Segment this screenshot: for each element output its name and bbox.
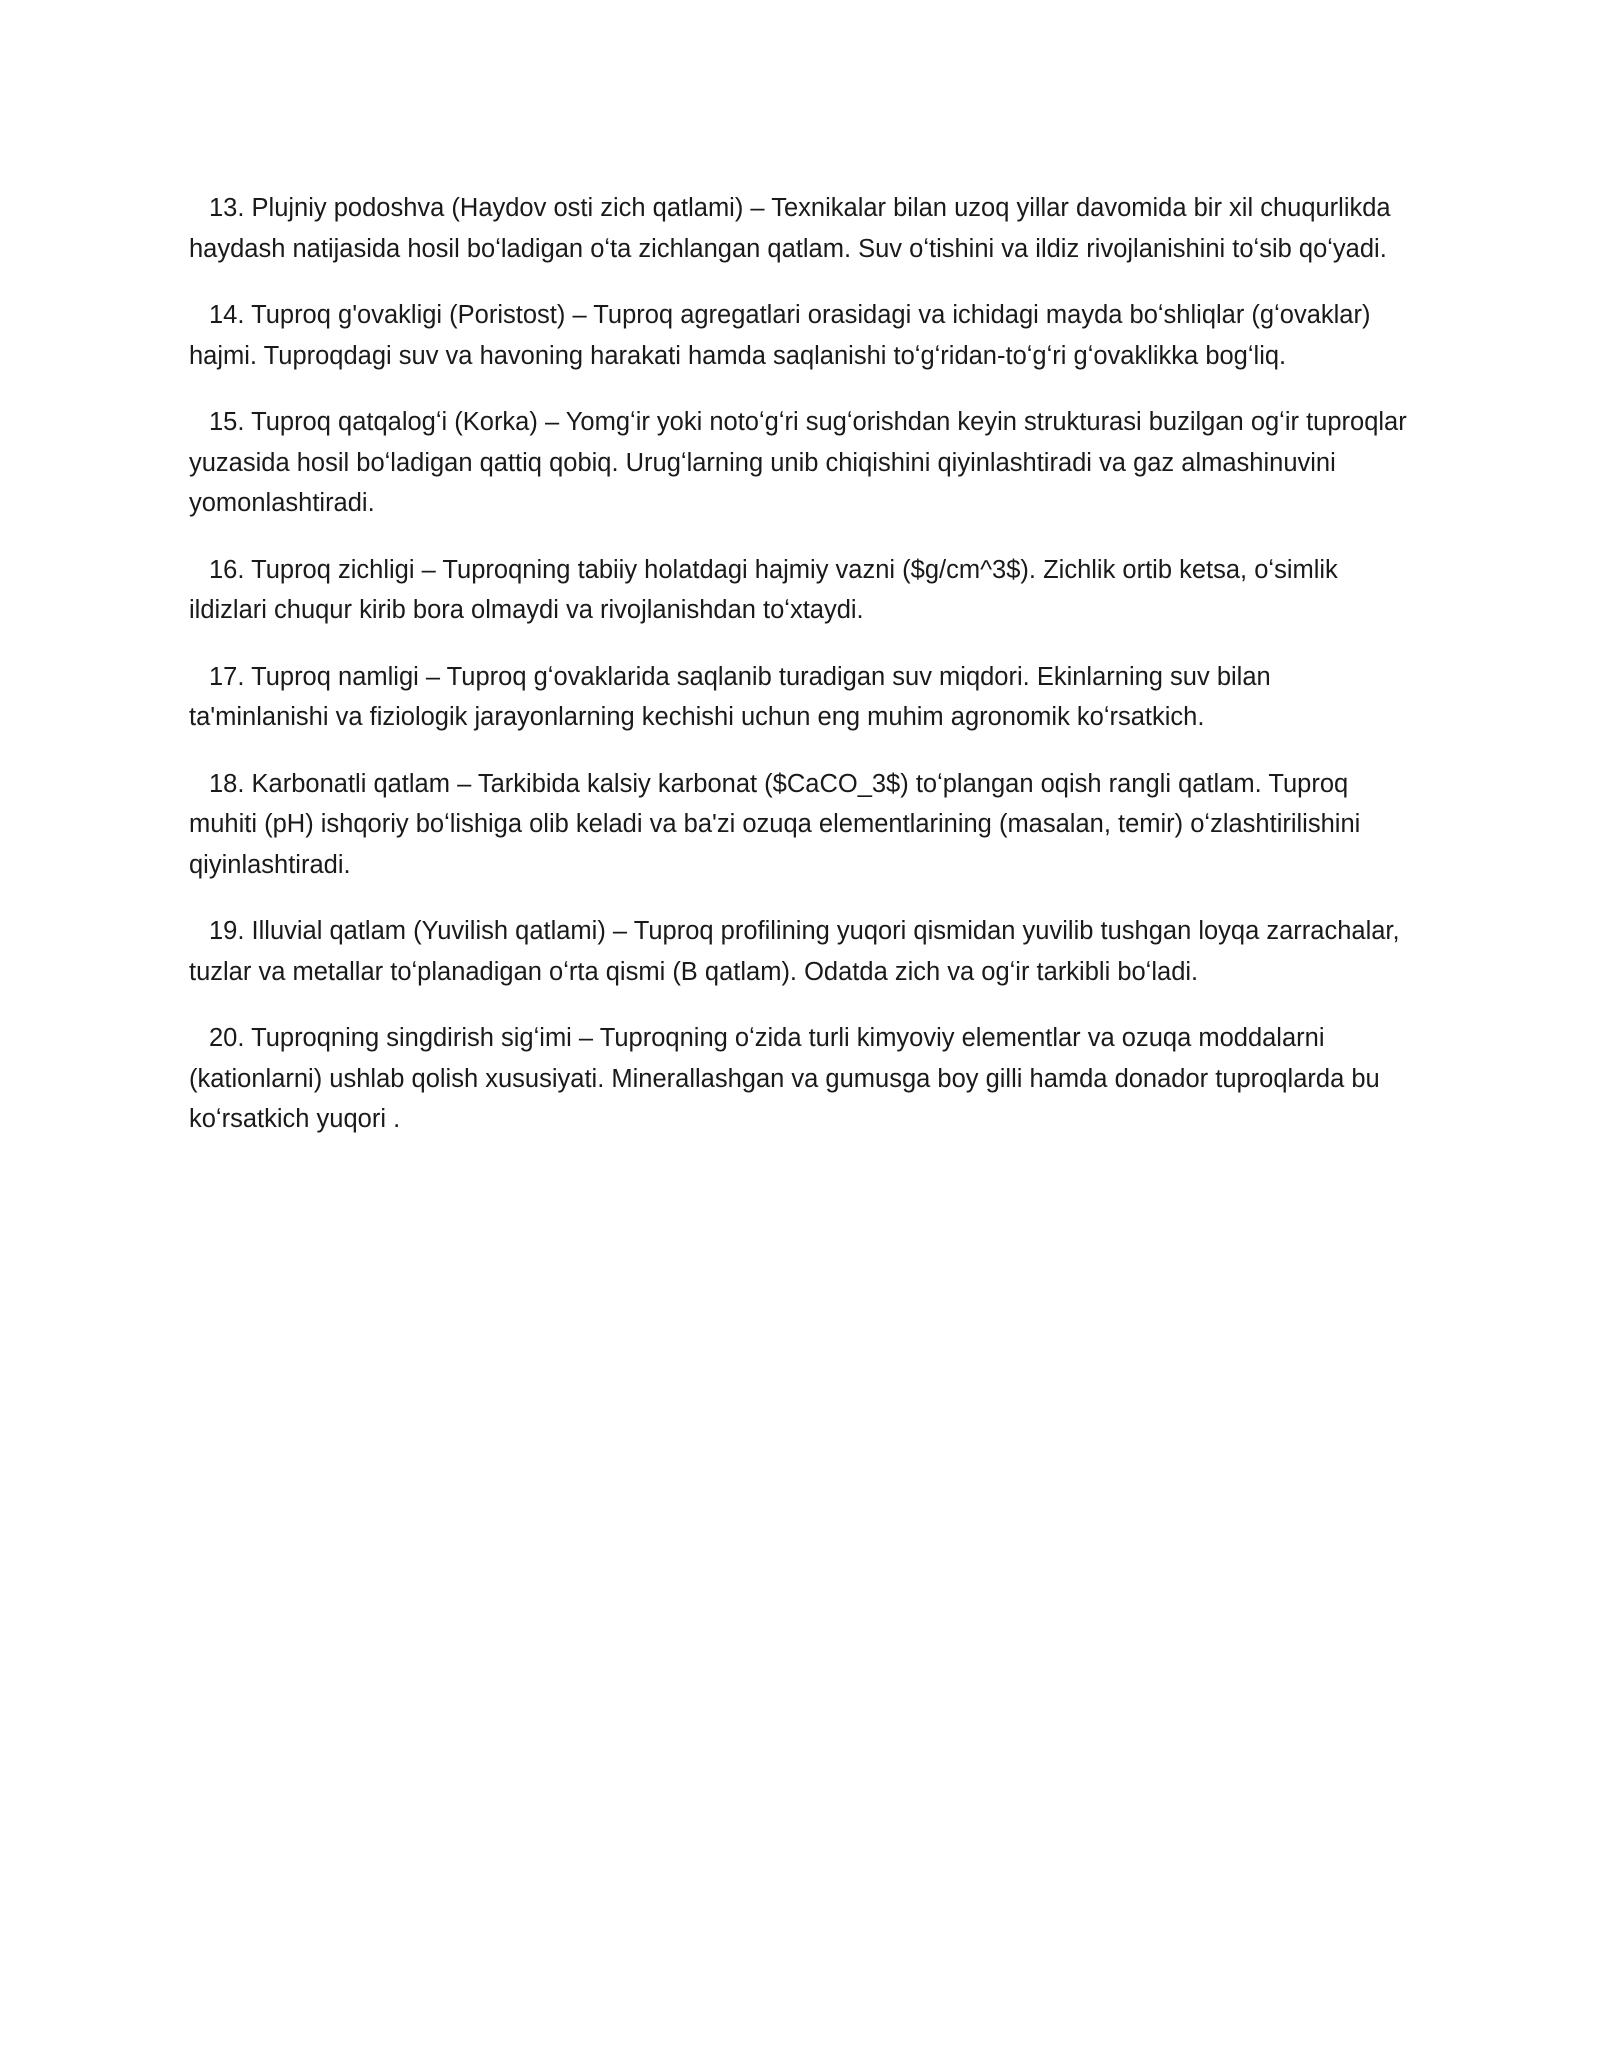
term-16-paragraph: 16. Tuproq zichligi – Tuproqning tabiiy holatdagi hajmiy vazni ($g/cm^3$). Zichlik ortib ketsa, oʻsimlik ildizlari chuqur kirib bora olmaydi va rivojlanishdan toʻxtaydi. <box>189 555 1338 624</box>
term-20-paragraph: 20. Tuproqning singdirish sigʻimi – Tuproqning oʻzida turli kimyoviy elementlar va ozuqa moddalarni (kationlarni) ushlab qolish xususiyati. Minerallashgan va gumusga boy gilli hamda donador tuproqlarda bu koʻrsatkich yuqori . <box>189 1024 1380 1133</box>
document-body <box>189 188 1414 1166</box>
term-19-paragraph: 19. Illuvial qatlam (Yuvilish qatlami) – Tuproq profilining yuqori qismidan yuvilib tushgan loyqa zarrachalar, tuzlar va metallar toʻplanadigan oʻrta qismi (B qatlam). Odatda zich va ogʻir tarkibli boʻladi. <box>189 917 1400 986</box>
term-15-paragraph: 15. Tuproq qatqalogʻi (Korka) – Yomgʻir yoki notoʻgʻri sugʻorishdan keyin strukturasi buzilgan ogʻir tuproqlar yuzasida hosil boʻladigan qattiq qobiq. Urugʻlarning unib chiqishini qiyinlashtiradi va gaz almashinuvini yomonlashtiradi. <box>189 408 1407 517</box>
term-14-paragraph: 14. Tuproq g'ovakligi (Poristost) – Tuproq agregatlari orasidagi va ichidagi mayda boʻshliqlar (gʻovaklar) hajmi. Tuproqdagi suv va havoning harakati hamda saqlanishi toʻgʻridan-toʻgʻri gʻovaklikka bogʻliq. <box>189 301 1371 370</box>
term-13-paragraph: 13. Plujniy podoshva (Haydov osti zich qatlami) – Texnikalar bilan uzoq yillar davomida bir xil chuqurlikda haydash natijasida hosil boʻladigan oʻta zichlangan qatlam. Suv oʻtishini va ildiz rivojlanishini toʻsib qoʻyadi. <box>189 194 1391 263</box>
term-18-paragraph: 18. Karbonatli qatlam – Tarkibida kalsiy karbonat ($CaCO_3$) toʻplangan oqish rangli qatlam. Tuproq muhiti (pH) ishqoriy boʻlishiga olib keladi va ba'zi ozuqa elementlarining (masalan, temir) oʻzlashtirilishini qiyinlashtiradi. <box>189 769 1361 879</box>
term-17-paragraph: 17. Tuproq namligi – Tuproq gʻovaklarida saqlanib turadigan suv miqdori. Ekinlarning suv bilan ta'minlanishi va fiziologik jarayonlarning kechishi uchun eng muhim agronomik koʻrsatkich. <box>189 662 1271 731</box>
